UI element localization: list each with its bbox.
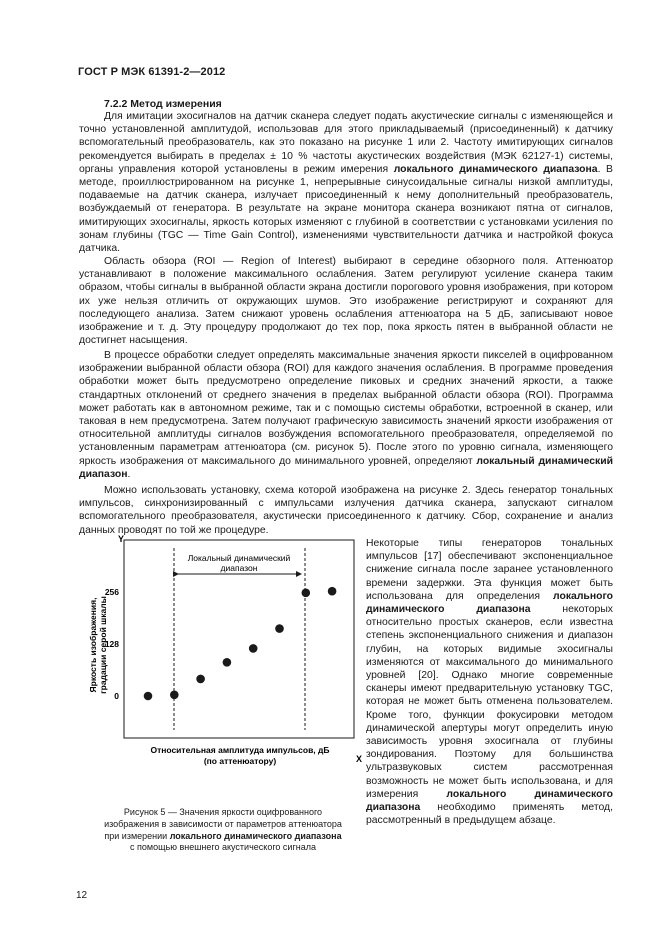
para3-text-2: .	[127, 468, 131, 480]
caption-line-2: изображения в зависимости от параметров аттенюатора	[104, 818, 342, 829]
x-axis-label-line1: Относительная амплитуда импульсов, дБ	[150, 745, 330, 755]
right-text-1: Некоторые типы генераторов тональных импульсов [17] обеспечивают экспоненциальное снижение сигнала после заранее установленного времени задержки. Эта функция может быть использована для определения	[366, 538, 613, 602]
data-point	[302, 589, 311, 598]
data-point	[223, 658, 232, 667]
right-bold-term-2: локального динамического диапазона	[366, 788, 614, 814]
x-axis-letter: X	[356, 754, 363, 764]
para1-bold-term: локального динамического диапазона	[393, 163, 598, 175]
right-text-3: необходимо применять метод, рассмотренный в предыдущем абзаце.	[366, 802, 613, 827]
data-point	[196, 675, 205, 684]
para1-text-1: Для имитации эхосигналов на датчик сканера следует подать акустические сигналы с изменяющейся и точно установленной амплитудой, использовав для этого прикладываемый (присоединенный) к датчику вспомогательный преобразователь, как это показано на рисунке 1 или 2. Частоту имитирующих сигналов рекомендуется выбирать в пределах ± 10 % частоты акустических воздействия (МЭК 62127-1) системы, органы управления которой установлены в режим имерения	[79, 111, 613, 175]
data-point	[249, 644, 258, 653]
data-point	[144, 692, 153, 701]
section-title: 7.2.2 Метод измерения	[104, 98, 222, 110]
range-label-line2: диапазон	[220, 563, 258, 573]
y-tick-label: 0	[114, 691, 119, 701]
right-column-text	[366, 537, 613, 827]
data-point	[275, 624, 284, 633]
caption-bold-term: локального динамического диапазона	[169, 830, 342, 841]
x-axis-label-line2: (по аттенюатору)	[203, 756, 277, 766]
figure-caption	[78, 807, 368, 854]
caption-line-3a: при измерении	[104, 830, 170, 841]
data-points	[144, 587, 337, 700]
chart-svg	[72, 530, 372, 780]
y-tick-label: 128	[104, 639, 119, 649]
y-axis-label-line1: Яркость изображения,	[88, 597, 98, 693]
data-point	[328, 587, 337, 596]
caption-line-4: с помощью внешнего акустического сигнала	[130, 842, 316, 853]
para2-text: Область обзора (ROI — Region of Interest) выбирают в середине обзорного поля. Аттенюатор устанавливают в положение максимального ослабления. Затем регулируют усиление сканера таким образом, чтобы сигналы в выбранной области экрана достигли порогового уровня изображения, при котором их уже нельзя отличить от окружающих шумов. Это изображение регистрируют и сохраняют для последующего анализа. Затем снижают уровень ослабления аттенюатора на 5 дБ, записывают новое изображение и т. д. Эту процедуру продолжают до тех пор, пока яркость пятен в выбранной области не достигнет насыщения.	[79, 256, 613, 347]
data-point	[170, 690, 179, 699]
paragraph-2	[79, 255, 613, 347]
paragraph-3	[79, 349, 613, 481]
caption-line-1: Рисунок 5 — Значения яркости оцифрованного	[123, 807, 323, 817]
y-axis-label-line2: градации серой шкалы	[98, 596, 108, 694]
figure-5	[72, 530, 372, 785]
paragraph-1	[79, 110, 613, 255]
page-number: 12	[76, 890, 88, 901]
document-header: ГОСТ Р МЭК 61391-2—2012	[78, 66, 226, 78]
paragraph-4	[79, 484, 613, 537]
para3-bold-term: локальный динамический диапазон	[79, 455, 614, 480]
range-label-line1: Локальный динамический	[187, 553, 291, 563]
para3-text-1: В процессе обработки следует определять максимальные значения яркости пикселей в оцифрованном изображении выбранной области обзора (ROI) для каждого значения ослабления. В программе проведения обработки может быть предусмотрено определение пиковых и средних значений яркости, а также стандартных отклонений от среднего значения в пределах выбранной области обзора (ROI). Программа может работать как в автономном режиме, так и с помощью системы обработки, встроенной в сканер, или таковая в нем предусмотрена. Затем получают графическую зависимость значений яркости изображения от относительной амплитуды сигналов возбуждения вспомогательного преобразователя, определяемой по установленным параметрам аттенюатора (см. рисунок 5). После этого по уровню сигнала, изменяющего яркость изображения от максимального до минимального уровней, определяют	[79, 350, 613, 467]
y-axis-letter: Y	[118, 534, 125, 544]
para1-text-2: . В методе, проиллюстрированном на рисунке 1, непрерывные синусоидальные сигналы низкой амплитуды, подаваемые на датчик сканера, излучает присоединенный к нему дополнительный преобразователь, возбуждаемый от генератора. В результате на экране монитора сканера возникают пятна от сигналов, имитирующих эхосигналы, яркость которых изменяют с глубиной в соответствии с установками усиления по зонам глубины (TGC — Time Gain Control), изменениями чувствительности датчика и настройкой фокуса датчика.	[79, 163, 613, 255]
right-bold-term-1: локального динамического диапазона	[366, 590, 613, 616]
y-tick-label: 256	[104, 587, 119, 597]
para4-text: Можно использовать установку, схема которой изображена на рисунке 2. Здесь генератор тональных импульсов, синхронизированный с импульсами излучения датчика сканера, запускают сигналом вспомогательного преобразователя, акустически присоединенного к датчику. Сбор, сохранение и анализ данных проводят по той же процедуре.	[79, 485, 613, 536]
right-text-2: некоторых относительно простых сканеров, если известна степень экспоненциального снижения и диапазон глубин, на которых видимые эхосигналы изменяются от максимального до минимального уровней [20]. Однако многие современные сканеры имеют предварительную установку TGC, которая не может быть отменена пользователем. Кроме того, функции фокусировки методом динамической апертуры могут определить иную зависимость уровня эхосигнала от глубины зондирования. Поэтому для большинства ультразвуковых систем рассмотренная возможность не может быть использована, и для измерения	[366, 604, 614, 800]
